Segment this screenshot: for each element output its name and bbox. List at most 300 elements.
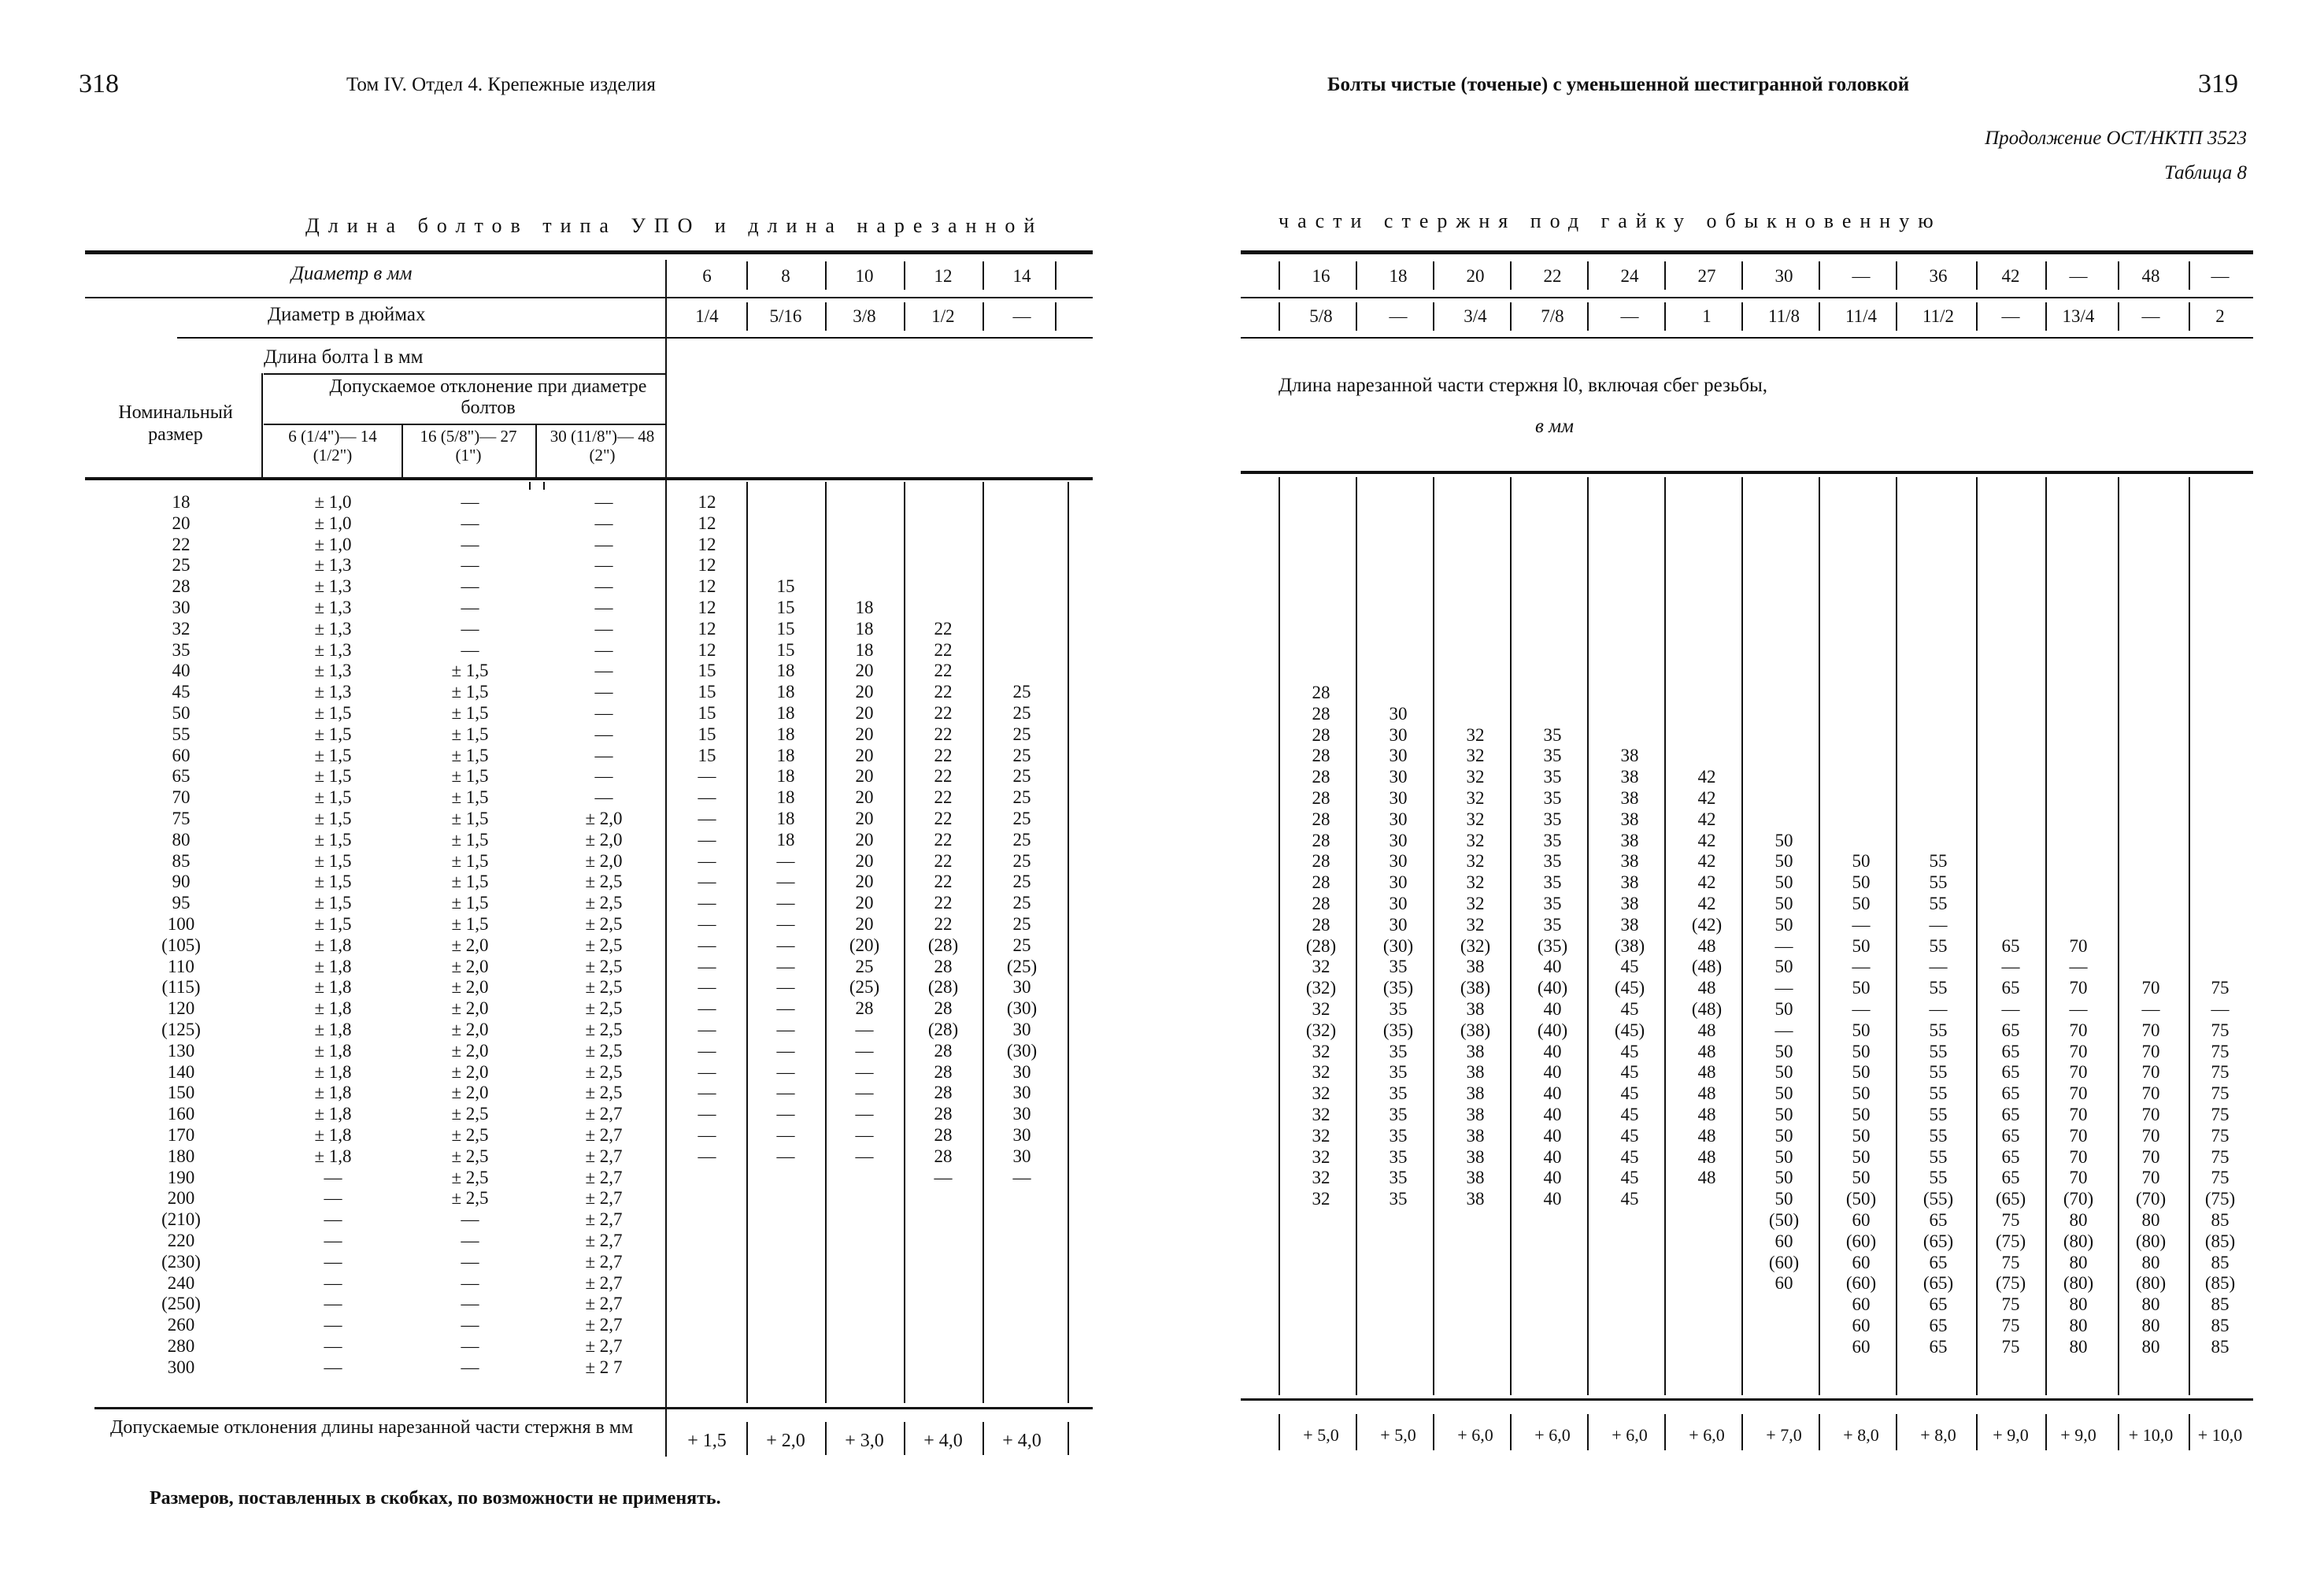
nominal-size-cell: 95 xyxy=(172,893,191,913)
thread-length-cell: (80) xyxy=(2063,1231,2094,1251)
thread-length-cell: 22 xyxy=(934,745,953,765)
column-rule xyxy=(983,261,984,290)
thread-length-cell: 32 xyxy=(1466,724,1485,745)
tolerance-cell: ± 2,7 xyxy=(585,1167,623,1187)
diameter-in-cell: 1/4 xyxy=(695,306,719,326)
thread-length-cell: 25 xyxy=(1012,745,1031,765)
thread-length-cell: — xyxy=(1774,935,1793,956)
column-rule xyxy=(2045,261,2047,290)
tolerance-cell: ± 2,5 xyxy=(585,977,623,998)
thread-length-cell: 45 xyxy=(1620,1189,1639,1209)
nominal-size-cell: (230) xyxy=(161,1251,201,1272)
column-rule xyxy=(529,482,531,490)
tolerance-cell: ± 2,5 xyxy=(451,1146,489,1166)
thread-length-cell: 25 xyxy=(1012,893,1031,913)
tolerance-cell: ± 1,8 xyxy=(314,1104,352,1124)
thread-length-cell: 32 xyxy=(1312,1041,1330,1061)
thread-length-cell: 18 xyxy=(776,766,795,787)
tolerance-cell: ± 2,0 xyxy=(585,850,623,871)
tolerance-cell: — xyxy=(461,1336,479,1356)
thread-length-cell: — xyxy=(2069,999,2088,1019)
column-rule xyxy=(1510,477,1512,1395)
thread-length-cell: 75 xyxy=(2211,1168,2230,1188)
tolerance-cell: ± 2,7 xyxy=(585,1251,623,1272)
column-rule xyxy=(1896,1414,1897,1450)
thread-length-cell: 70 xyxy=(2141,1062,2160,1083)
thread-length-cell: 50 xyxy=(1774,1146,1793,1167)
thread-length-cell: 18 xyxy=(776,724,795,744)
column-rule xyxy=(1279,1414,1280,1450)
nominal-size-cell: 140 xyxy=(167,1061,195,1082)
thread-length-cell: 20 xyxy=(855,745,874,765)
thread-length-cell: 20 xyxy=(855,661,874,681)
thread-length-cell: 65 xyxy=(2001,935,2020,956)
thread-length-cell: — xyxy=(2069,957,2088,977)
header-tol-col2: 16 (5/8")— 27 (1") xyxy=(420,427,517,465)
thread-length-cell: 50 xyxy=(1852,1105,1871,1124)
thread-length-cell: 28 xyxy=(1312,872,1330,893)
thread-length-cell: — xyxy=(1774,978,1793,998)
tolerance-cell: ± 1,3 xyxy=(314,576,352,597)
thread-length-cell: 45 xyxy=(1620,1041,1639,1061)
thread-length-cell: 50 xyxy=(1774,1041,1793,1061)
thread-length-cell: 45 xyxy=(1620,957,1639,977)
thread-length-cell: 55 xyxy=(1929,1125,1948,1146)
deviation-cell: + 2,0 xyxy=(766,1431,805,1451)
thread-length-cell: 40 xyxy=(1543,1105,1562,1124)
thread-length-cell: 75 xyxy=(2001,1316,2020,1335)
thread-length-cell: 35 xyxy=(1389,1168,1408,1188)
thread-length-cell: 40 xyxy=(1543,999,1562,1019)
deviation-cell: + 5,0 xyxy=(1303,1425,1339,1445)
column-rule xyxy=(1510,1414,1512,1450)
column-rule xyxy=(1741,477,1743,1395)
header-tol-col1: 6 (1/4")— 14 (1/2") xyxy=(288,427,377,465)
tolerance-cell: ± 1,5 xyxy=(451,829,489,850)
tolerance-cell: — xyxy=(594,618,613,639)
thread-length-cell: 25 xyxy=(1012,724,1031,744)
column-rule xyxy=(1819,302,1820,331)
thread-length-cell: 28 xyxy=(934,1104,953,1124)
column-rule xyxy=(1664,261,1666,290)
thread-length-cell: (60) xyxy=(1845,1231,1877,1251)
thread-length-cell: 70 xyxy=(2141,1105,2160,1124)
thread-length-cell: 25 xyxy=(1012,682,1031,702)
thread-length-cell: 45 xyxy=(1620,1168,1639,1188)
thread-length-cell: — xyxy=(776,998,795,1019)
column-rule xyxy=(1664,302,1666,331)
thread-length-cell: (75) xyxy=(1995,1231,2026,1251)
thread-length-cell: 70 xyxy=(2069,1083,2088,1104)
column-rule xyxy=(1976,261,1978,290)
column-rule xyxy=(1356,261,1357,290)
thread-length-cell: 45 xyxy=(1620,999,1639,1019)
thread-length-cell: 35 xyxy=(1543,788,1562,808)
thread-length-cell: 15 xyxy=(698,745,716,765)
thread-length-cell: 38 xyxy=(1466,1146,1485,1167)
thread-length-cell: 80 xyxy=(2141,1210,2160,1230)
thread-length-cell: — xyxy=(776,977,795,998)
thread-length-cell: 30 xyxy=(1389,703,1408,724)
thread-length-cell: 35 xyxy=(1389,1189,1408,1209)
thread-length-cell: 42 xyxy=(1697,851,1716,872)
thread-length-cell: 30 xyxy=(1389,767,1408,787)
tolerance-cell: ± 1,5 xyxy=(314,809,352,828)
tolerance-cell: — xyxy=(324,1315,342,1335)
section-unit: в мм xyxy=(1535,416,1575,437)
thread-length-cell: 85 xyxy=(2211,1210,2230,1230)
tolerance-cell: — xyxy=(461,513,479,533)
thread-length-cell: 80 xyxy=(2141,1336,2160,1357)
thread-length-cell: 75 xyxy=(2211,978,2230,998)
thread-length-cell: 70 xyxy=(2069,978,2088,998)
thread-length-cell: — xyxy=(698,956,716,976)
thread-length-cell: 28 xyxy=(1312,683,1330,702)
tolerance-cell: ± 2,5 xyxy=(451,1188,489,1209)
thread-length-cell: 60 xyxy=(1852,1252,1871,1272)
column-rule xyxy=(1356,302,1357,331)
thread-length-cell: 15 xyxy=(776,598,795,617)
thread-length-cell: 15 xyxy=(776,639,795,660)
tolerance-cell: — xyxy=(461,598,479,617)
column-rule xyxy=(1741,1414,1743,1450)
tolerance-cell: ± 2,0 xyxy=(451,1061,489,1082)
thread-length-cell: 70 xyxy=(2141,1041,2160,1061)
tolerance-cell: — xyxy=(324,1272,342,1293)
header-bolt-length: Длина болта l в мм xyxy=(264,346,424,368)
column-rule xyxy=(2189,477,2190,1395)
deviation-cell: + 8,0 xyxy=(1920,1425,1956,1445)
thread-length-cell: 38 xyxy=(1620,914,1639,935)
thread-length-cell: (38) xyxy=(1614,935,1645,956)
tolerance-cell: — xyxy=(594,766,613,787)
tolerance-cell: ± 1,5 xyxy=(451,682,489,702)
right-running-head: Болты чистые (точеные) с уменьшенной шестигранной головкой xyxy=(1327,74,1910,95)
tolerance-cell: — xyxy=(594,639,613,660)
column-rule xyxy=(1976,302,1978,331)
left-table-title: Длина болтов типа УПО и длина нарезанной xyxy=(305,214,1044,237)
thread-length-cell: 30 xyxy=(1389,746,1408,766)
thread-length-cell: 70 xyxy=(2141,1020,2160,1040)
diameter-mm-cell: 8 xyxy=(781,266,790,286)
nominal-size-cell: 190 xyxy=(167,1167,195,1187)
column-rule xyxy=(904,482,905,1403)
column-rule xyxy=(1433,1414,1434,1450)
thread-length-cell: 32 xyxy=(1466,894,1485,913)
right-page-number: 319 xyxy=(2198,69,2238,98)
column-rule xyxy=(2045,302,2047,331)
thread-length-cell: (40) xyxy=(1537,978,1568,998)
tolerance-cell: ± 1,5 xyxy=(314,914,352,934)
thread-length-cell: (45) xyxy=(1614,978,1645,998)
thread-length-cell: (50) xyxy=(1768,1210,1800,1230)
tolerance-cell: ± 1,3 xyxy=(314,618,352,639)
thread-length-cell: 50 xyxy=(1852,1020,1871,1040)
thread-length-cell: 18 xyxy=(776,661,795,681)
thread-length-cell: 50 xyxy=(1774,1105,1793,1124)
thread-length-cell: 50 xyxy=(1774,999,1793,1019)
thread-length-cell: 38 xyxy=(1620,830,1639,850)
thread-length-cell: 50 xyxy=(1774,914,1793,935)
diameter-in-cell: 3/8 xyxy=(853,306,876,326)
thread-length-cell: 85 xyxy=(2211,1294,2230,1315)
nominal-size-cell: 18 xyxy=(172,492,191,512)
diameter-in-cell: — xyxy=(1012,306,1031,326)
thread-length-cell: 30 xyxy=(1389,830,1408,850)
thread-length-cell: 65 xyxy=(2001,1083,2020,1104)
thread-length-cell: 32 xyxy=(1466,809,1485,829)
nominal-size-cell: 260 xyxy=(167,1315,195,1335)
tolerance-cell: ± 1,3 xyxy=(314,598,352,617)
thread-length-cell: 35 xyxy=(1389,1146,1408,1167)
thread-length-cell: (35) xyxy=(1537,935,1568,956)
thread-length-cell: 48 xyxy=(1697,1041,1716,1061)
thread-length-cell: 80 xyxy=(2069,1210,2088,1230)
thread-length-cell: 42 xyxy=(1697,894,1716,913)
thread-length-cell: 30 xyxy=(1389,914,1408,935)
column-rule xyxy=(1819,477,1820,1395)
thread-length-cell: (55) xyxy=(1922,1189,1954,1209)
column-rule xyxy=(1741,302,1743,331)
thread-length-cell: 18 xyxy=(855,618,874,639)
thread-length-cell: 50 xyxy=(1852,851,1871,872)
deviation-cell: + 9,0 xyxy=(2060,1425,2096,1445)
thread-length-cell: 25 xyxy=(1012,787,1031,808)
column-rule xyxy=(543,482,545,490)
tolerance-cell: — xyxy=(594,534,613,554)
thread-length-cell: — xyxy=(698,809,716,828)
thread-length-cell: (20) xyxy=(849,935,880,955)
thread-length-cell: 55 xyxy=(1929,935,1948,956)
thread-length-cell: 45 xyxy=(1620,1125,1639,1146)
tolerance-cell: ± 1,8 xyxy=(314,1083,352,1103)
diameter-mm-cell: 27 xyxy=(1697,266,1716,286)
diameter-in-cell: — xyxy=(1620,306,1639,326)
thread-length-cell: 65 xyxy=(2001,1062,2020,1083)
tolerance-cell: ± 2,5 xyxy=(585,1083,623,1103)
thread-length-cell: 28 xyxy=(1312,788,1330,808)
column-rule xyxy=(1356,477,1357,1395)
thread-length-cell: 25 xyxy=(855,956,874,976)
thread-length-cell: 48 xyxy=(1697,1062,1716,1083)
thread-length-cell: 38 xyxy=(1466,1189,1485,1209)
thread-length-cell: — xyxy=(776,1125,795,1145)
thread-length-cell: 22 xyxy=(934,703,953,723)
column-rule xyxy=(1433,261,1434,290)
diameter-mm-cell: 18 xyxy=(1389,266,1408,286)
header-nominal: Номинальный размер xyxy=(118,402,233,445)
thread-length-cell: 18 xyxy=(776,682,795,702)
tolerance-cell: — xyxy=(461,1357,479,1377)
column-rule xyxy=(825,261,827,290)
thread-length-cell: (30) xyxy=(1382,935,1414,956)
thread-length-cell: — xyxy=(1774,1020,1793,1040)
thread-length-cell: (45) xyxy=(1614,1020,1645,1040)
column-rule xyxy=(746,1422,748,1455)
column-rule xyxy=(1279,477,1280,1395)
thread-length-cell: (28) xyxy=(927,977,959,998)
thread-length-cell: 28 xyxy=(934,1146,953,1166)
thread-length-cell: 55 xyxy=(1929,1146,1948,1167)
thread-length-cell: 38 xyxy=(1620,894,1639,913)
diameter-mm-cell: 24 xyxy=(1620,266,1639,286)
thread-length-cell: 60 xyxy=(1852,1294,1871,1315)
nominal-size-cell: 300 xyxy=(167,1357,195,1377)
thread-length-cell: (30) xyxy=(1006,1040,1038,1061)
thread-length-cell: 70 xyxy=(2141,1083,2160,1104)
diameter-in-cell: — xyxy=(1389,306,1408,326)
thread-length-cell: 20 xyxy=(855,703,874,723)
column-rule xyxy=(1819,261,1820,290)
nominal-size-cell: 35 xyxy=(172,639,191,660)
thread-length-cell: 70 xyxy=(2141,1125,2160,1146)
thread-length-cell: — xyxy=(855,1104,874,1124)
thread-length-cell: 60 xyxy=(1774,1273,1793,1294)
thread-length-cell: 22 xyxy=(934,661,953,681)
thread-length-cell: 32 xyxy=(1466,830,1485,850)
diameter-in-cell: — xyxy=(2001,306,2020,326)
header-tol-col3: 30 (11/8")— 48 (2") xyxy=(550,427,655,465)
column-rule xyxy=(1976,477,1978,1395)
thread-length-cell: 50 xyxy=(1852,1062,1871,1083)
deviation-cell: + 4,0 xyxy=(1002,1431,1042,1451)
thread-length-cell: 50 xyxy=(1852,1041,1871,1061)
thread-length-cell: — xyxy=(698,766,716,787)
thread-length-cell: (80) xyxy=(2135,1231,2167,1251)
thread-length-cell: 38 xyxy=(1620,746,1639,766)
left-page-number: 318 xyxy=(79,69,119,98)
column-rule xyxy=(1279,302,1280,331)
thread-length-cell: 18 xyxy=(855,639,874,660)
deviation-cell: + 6,0 xyxy=(1612,1425,1648,1445)
thread-length-cell: 22 xyxy=(934,829,953,850)
thread-length-cell: 65 xyxy=(2001,1125,2020,1146)
thread-length-cell: 30 xyxy=(1012,977,1031,998)
column-rule xyxy=(983,302,984,331)
column-rule xyxy=(1433,477,1434,1395)
tolerance-cell: — xyxy=(461,1315,479,1335)
thread-length-cell: 48 xyxy=(1697,1105,1716,1124)
thread-length-cell: 80 xyxy=(2141,1252,2160,1272)
tolerance-cell: — xyxy=(594,745,613,765)
thread-length-cell: — xyxy=(934,1167,953,1187)
thread-length-cell: 40 xyxy=(1543,1083,1562,1104)
tolerance-cell: — xyxy=(324,1231,342,1250)
tolerance-cell: — xyxy=(594,598,613,617)
thread-length-cell: — xyxy=(698,1040,716,1061)
nominal-size-cell: 160 xyxy=(167,1104,195,1124)
tolerance-cell: ± 2,0 xyxy=(451,935,489,955)
deviation-cell: + 7,0 xyxy=(1766,1425,1802,1445)
thread-length-cell: 28 xyxy=(1312,767,1330,787)
thread-length-cell: (70) xyxy=(2135,1189,2167,1209)
thread-length-cell: (32) xyxy=(1305,978,1337,998)
diameter-mm-cell: 6 xyxy=(702,266,712,286)
column-rule xyxy=(904,1422,905,1455)
thread-length-cell: 75 xyxy=(2211,1125,2230,1146)
thread-length-cell: 35 xyxy=(1389,1105,1408,1124)
column-rule xyxy=(2045,477,2047,1395)
diameter-in-cell: — xyxy=(2141,306,2160,326)
tolerance-cell: — xyxy=(461,576,479,597)
tolerance-cell: — xyxy=(594,703,613,723)
thread-length-cell: 35 xyxy=(1543,894,1562,913)
tolerance-cell: — xyxy=(594,682,613,702)
thread-length-cell: — xyxy=(855,1083,874,1103)
thread-length-cell: (48) xyxy=(1691,957,1723,977)
nominal-size-cell: 25 xyxy=(172,555,191,576)
thread-length-cell: 28 xyxy=(934,998,953,1019)
tolerance-cell: ± 1,5 xyxy=(314,766,352,787)
tolerance-cell: ± 2,7 xyxy=(585,1209,623,1230)
thread-length-cell: 60 xyxy=(1852,1210,1871,1230)
tolerance-cell: ± 1,3 xyxy=(314,639,352,660)
tolerance-cell: ± 2 7 xyxy=(585,1357,623,1377)
thread-length-cell: 60 xyxy=(1852,1316,1871,1335)
nominal-size-cell: 60 xyxy=(172,745,191,765)
tolerance-cell: — xyxy=(324,1357,342,1377)
thread-length-cell: — xyxy=(2141,999,2160,1019)
thread-length-cell: — xyxy=(698,935,716,955)
thread-length-cell: 50 xyxy=(1852,1083,1871,1104)
thread-length-cell: 12 xyxy=(698,639,716,660)
tolerance-cell: ± 1,5 xyxy=(451,850,489,871)
deviation-cell: + 10,0 xyxy=(2128,1425,2174,1445)
thread-length-cell: — xyxy=(698,1125,716,1145)
tolerance-cell: ± 1,8 xyxy=(314,956,352,976)
column-rule xyxy=(1279,261,1280,290)
thread-length-cell: 48 xyxy=(1697,978,1716,998)
tolerance-cell: ± 1,5 xyxy=(451,661,489,681)
thread-length-cell: 22 xyxy=(934,618,953,639)
deviation-cell: + 9,0 xyxy=(1993,1425,2029,1445)
thread-length-cell: 12 xyxy=(698,513,716,533)
nominal-size-cell: 30 xyxy=(172,598,191,617)
thread-length-cell: (80) xyxy=(2135,1273,2167,1294)
thread-length-cell: 42 xyxy=(1697,788,1716,808)
thread-length-cell: — xyxy=(1852,914,1871,935)
nominal-size-cell: 45 xyxy=(172,682,191,702)
tolerance-cell: ± 2,5 xyxy=(451,1104,489,1124)
tolerance-cell: ± 2,7 xyxy=(585,1188,623,1209)
tolerance-cell: ± 2,5 xyxy=(451,1125,489,1145)
left-running-head: Том IV. Отдел 4. Крепежные изделия xyxy=(346,74,656,95)
thread-length-cell: 35 xyxy=(1543,872,1562,893)
thread-length-cell: 20 xyxy=(855,914,874,934)
thread-length-cell: — xyxy=(776,1104,795,1124)
diameter-in-cell: 11/2 xyxy=(1922,306,1955,326)
thread-length-cell: (28) xyxy=(927,935,959,955)
tolerance-cell: ± 1,8 xyxy=(314,998,352,1019)
thread-length-cell: 30 xyxy=(1012,1125,1031,1145)
thread-length-cell: — xyxy=(1852,957,1871,977)
thread-length-cell: 32 xyxy=(1312,957,1330,977)
tolerance-cell: ± 2,7 xyxy=(585,1231,623,1250)
thread-length-cell: 42 xyxy=(1697,809,1716,829)
nominal-size-cell: 120 xyxy=(167,998,195,1019)
column-rule xyxy=(825,1422,827,1455)
thread-length-cell: 30 xyxy=(1389,851,1408,872)
column-rule xyxy=(1976,1414,1978,1450)
thread-length-cell: 70 xyxy=(2069,1168,2088,1188)
thread-length-cell: 75 xyxy=(2001,1336,2020,1357)
deviation-cell: + 4,0 xyxy=(923,1431,963,1451)
thread-length-cell: 28 xyxy=(1312,724,1330,745)
thread-length-cell: 38 xyxy=(1620,809,1639,829)
thread-length-cell: 30 xyxy=(1012,1146,1031,1166)
thread-length-cell: 65 xyxy=(2001,978,2020,998)
thread-length-cell: — xyxy=(776,1020,795,1039)
